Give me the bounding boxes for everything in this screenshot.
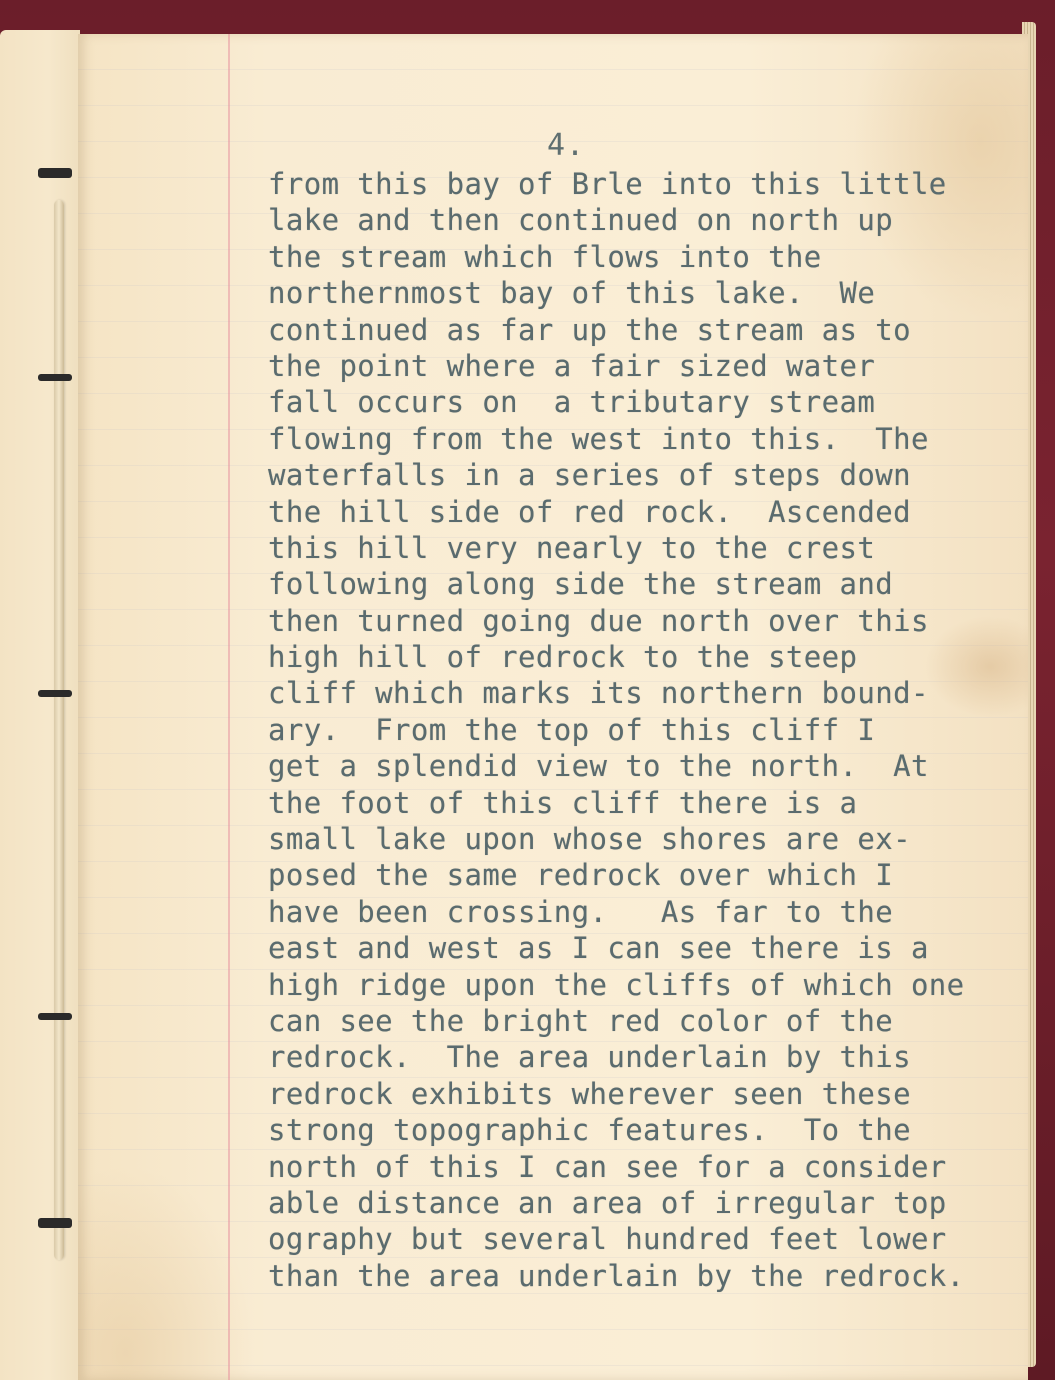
binder-ring-icon <box>38 690 72 697</box>
text-line: north of this I can see for a consider <box>268 1149 947 1184</box>
text-line: from this bay of Brle into this little <box>268 167 947 201</box>
binder-ring-icon <box>38 374 72 381</box>
text-line: following along side the stream and <box>268 567 894 602</box>
text-line: redrock. The area underlain by this <box>268 1040 911 1075</box>
text-line: have been crossing. As far to the <box>268 894 894 929</box>
typed-text-body <box>268 166 998 1294</box>
text-line: then turned going due north over this <box>268 603 929 638</box>
binder-spine <box>0 30 80 1380</box>
text-line: the hill side of red rock. Ascended <box>268 494 911 529</box>
text-line: flowing from the west into this. The <box>268 421 929 456</box>
text-line: lake and then continued on north up <box>268 203 894 238</box>
text-line: than the area underlain by the redrock. <box>268 1258 965 1293</box>
text-line: ary. From the top of this cliff I <box>268 712 876 747</box>
text-line: waterfalls in a series of steps down <box>268 458 911 493</box>
text-line: strong topographic features. To the <box>268 1113 911 1148</box>
page-number: 4. <box>547 128 586 163</box>
text-line: this hill very nearly to the crest <box>268 530 876 565</box>
text-line: redrock exhibits wherever seen these <box>268 1076 911 1111</box>
margin-line <box>228 34 230 1380</box>
text-line: the stream which flows into the <box>268 239 822 274</box>
text-line: can see the bright red color of the <box>268 1003 894 1038</box>
text-line: ography but several hundred feet lower <box>268 1222 947 1257</box>
text-line: fall occurs on a tributary stream <box>268 385 876 420</box>
text-line: cliff which marks its northern bound- <box>268 676 929 711</box>
text-line: posed the same redrock over which I <box>268 858 894 893</box>
binder-ring-icon <box>38 168 72 178</box>
text-line: the point where a fair sized water <box>268 348 876 383</box>
text-line: northernmost bay of this lake. We <box>268 276 876 311</box>
text-line: high hill of redrock to the steep <box>268 640 858 675</box>
text-line: continued as far up the stream as to <box>268 312 911 347</box>
text-line: the foot of this cliff there is a <box>268 785 858 820</box>
text-line: able distance an area of irregular top <box>268 1185 947 1220</box>
text-line: get a splendid view to the north. At <box>268 749 929 784</box>
text-line: small lake upon whose shores are ex- <box>268 822 911 857</box>
text-line: high ridge upon the cliffs of which one <box>268 967 965 1002</box>
binder-ring-icon <box>38 1013 72 1020</box>
binder-rail <box>54 200 64 1260</box>
binder-ring-icon <box>38 1218 72 1228</box>
text-line: east and west as I can see there is a <box>268 931 929 966</box>
